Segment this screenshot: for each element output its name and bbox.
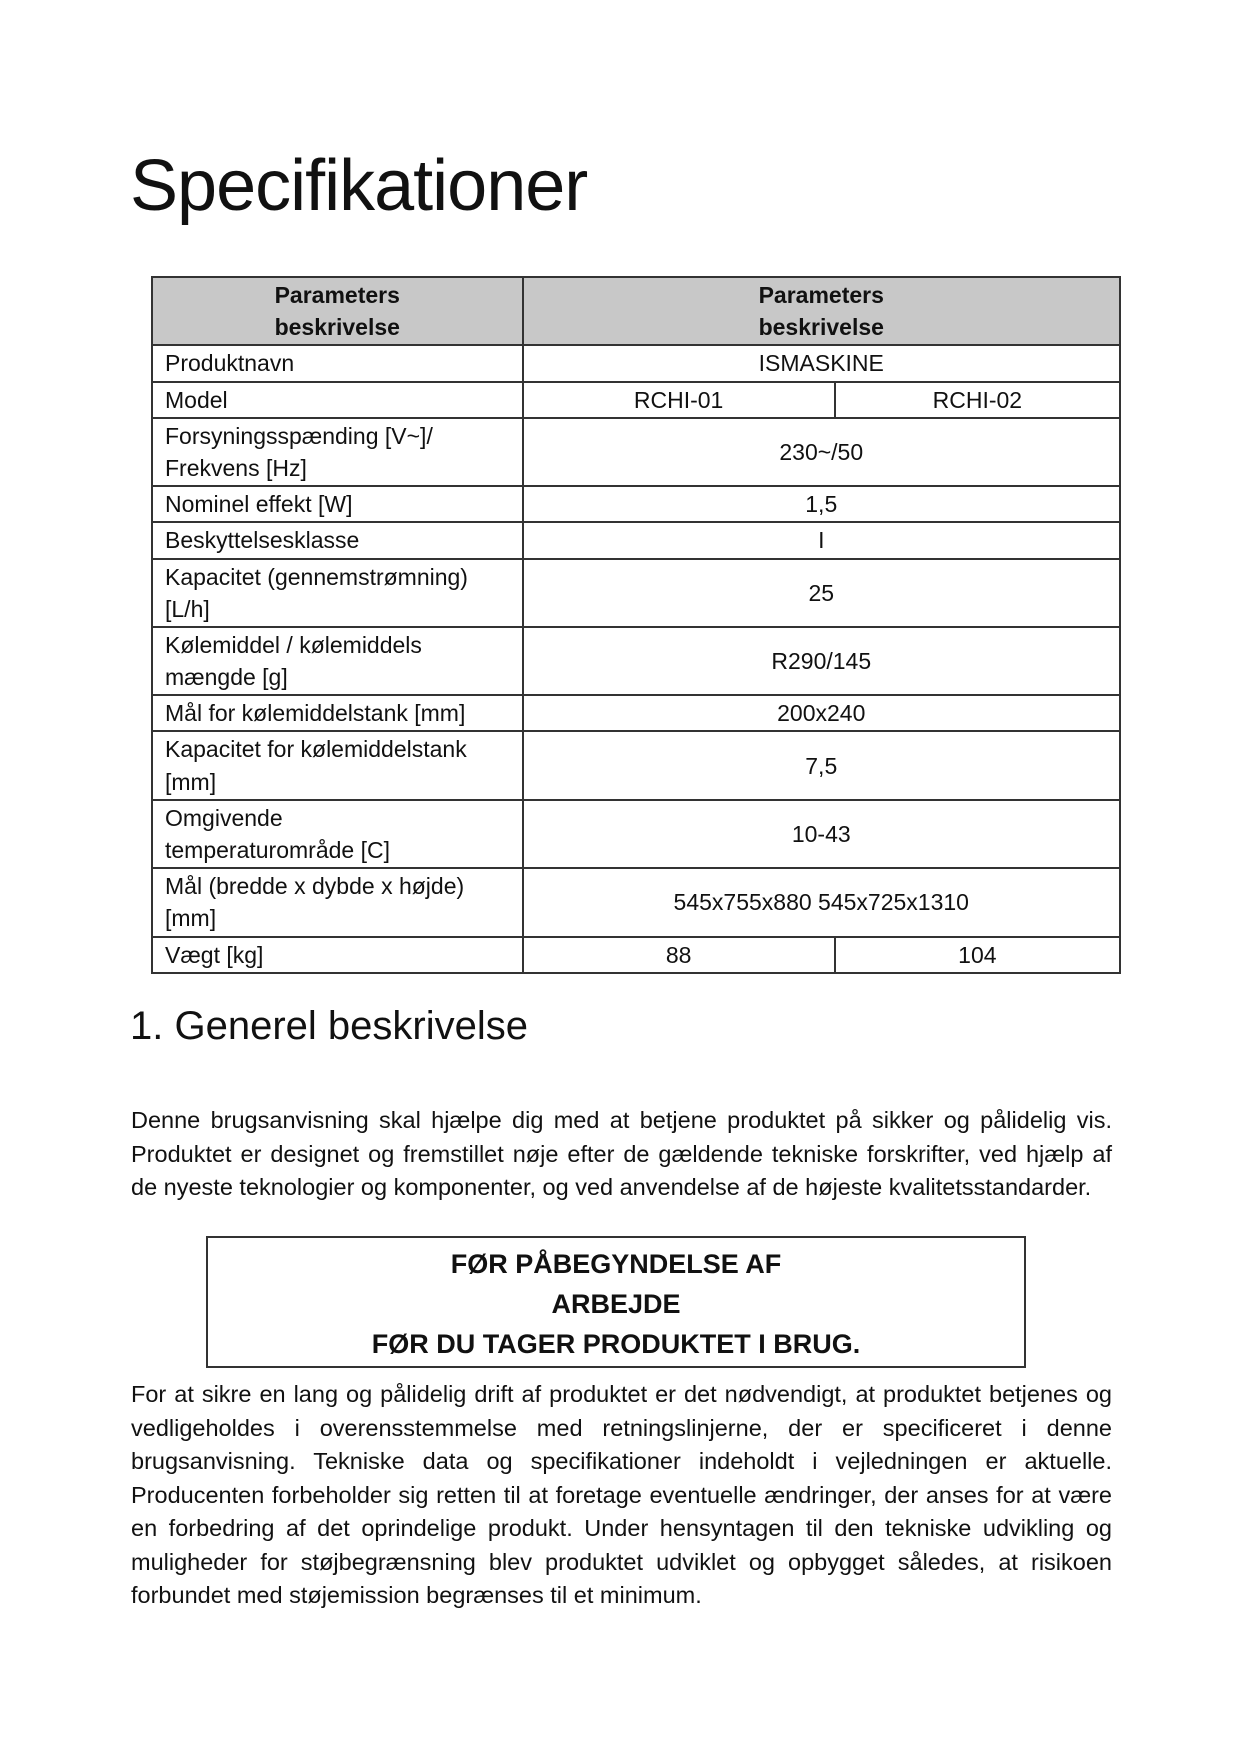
param-line: mængde [g] xyxy=(165,664,288,691)
param-line: Omgivende xyxy=(165,804,283,831)
header-text: Parameters xyxy=(758,282,884,308)
value-cell-model-a: 88 xyxy=(523,937,835,973)
value-cell-model-b: RCHI-02 xyxy=(835,382,1120,418)
notice-line: FØR PÅBEGYNDELSE AF xyxy=(450,1249,782,1279)
value-cell: 1,5 xyxy=(523,486,1120,522)
notice-line: ARBEJDE xyxy=(551,1289,681,1319)
specifications-table xyxy=(151,276,1121,974)
header-cell-parameter xyxy=(152,277,523,345)
param-line: [mm] xyxy=(165,768,217,795)
param-cell xyxy=(152,731,523,799)
param-cell: Nominel effekt [W] xyxy=(152,486,523,522)
param-cell xyxy=(152,627,523,695)
value-cell: 25 xyxy=(523,559,1120,627)
value-cell: I xyxy=(523,522,1120,558)
table-row xyxy=(152,695,1120,731)
param-line: Kapacitet (gennemstrømning) xyxy=(165,563,468,590)
value-cell: 200x240 xyxy=(523,695,1120,731)
header-text: beskrivelse xyxy=(274,314,400,341)
param-line: Frekvens [Hz] xyxy=(165,454,307,481)
param-cell: Model xyxy=(152,382,523,418)
table-header-row xyxy=(152,277,1120,345)
notice-line: FØR DU TAGER PRODUKTET I BRUG. xyxy=(371,1329,861,1359)
value-cell: R290/145 xyxy=(523,627,1120,695)
param-line: Kølemiddel / kølemiddels xyxy=(165,631,422,658)
table-row xyxy=(152,627,1120,695)
param-cell xyxy=(152,868,523,936)
param-line: Forsyningsspænding [V~]/ xyxy=(165,422,433,449)
table-row xyxy=(152,559,1120,627)
table-row xyxy=(152,522,1120,558)
value-cell: 10-43 xyxy=(523,800,1120,868)
intro-paragraph: Denne brugsanvisning skal hjælpe dig med at betjene produktet på sikker og pålidelig vis. Produktet er designet og fremstillet nøje efter de gældende tekniske forskrifter, ved hjælp af de nyeste teknologier og komponenter, og ved anvendelse af de højeste kvalitetsstandarder. xyxy=(131,1107,1112,1200)
value-cell: ISMASKINE xyxy=(523,345,1120,381)
section-heading: 1. Generel beskrivelse xyxy=(130,1004,528,1048)
body-paragraph: For at sikre en lang og pålidelig drift af produktet er det nødvendigt, at produktet betjenes og vedligeholdes i overensstemmelse med retningslinjerne, der er specificeret i denne brugsanvisning. Tekniske data og specifikationer indeholdt i vejledningen er aktuelle. Producenten forbeholder sig retten til at foretage eventuelle ændringer, der anses for at være en forbedring af det oprindelige produkt. Under hensyntagen til den tekniske udvikling og muligheder for støjbegrænsning blev produktet udviklet og opbygget således, at risikoen forbundet med støjemission begrænses til et minimum. xyxy=(131,1381,1112,1608)
value-cell-model-b: 104 xyxy=(835,937,1120,973)
page-title: Specifikationer xyxy=(130,146,588,226)
notice-box xyxy=(206,1236,1026,1368)
param-cell xyxy=(152,800,523,868)
param-cell: Produktnavn xyxy=(152,345,523,381)
table-row xyxy=(152,345,1120,381)
param-cell: Vægt [kg] xyxy=(152,937,523,973)
header-cell-value xyxy=(523,277,1120,345)
param-cell: Mål for kølemiddelstank [mm] xyxy=(152,695,523,731)
table-row xyxy=(152,868,1120,936)
param-line: Mål (bredde x dybde x højde) xyxy=(165,873,465,900)
table-row xyxy=(152,486,1120,522)
value-cell: 230~/50 xyxy=(523,418,1120,486)
header-text: Parameters xyxy=(274,282,400,308)
table-row xyxy=(152,382,1120,418)
param-cell xyxy=(152,418,523,486)
table-row xyxy=(152,731,1120,799)
param-line: [L/h] xyxy=(165,595,210,622)
table-row xyxy=(152,418,1120,486)
table-row xyxy=(152,937,1120,973)
table-row xyxy=(152,800,1120,868)
value-cell: 7,5 xyxy=(523,731,1120,799)
value-cell-model-a: RCHI-01 xyxy=(523,382,835,418)
param-cell xyxy=(152,559,523,627)
param-line: Kapacitet for kølemiddelstank xyxy=(165,736,467,763)
value-cell: 545x755x880 545x725x1310 xyxy=(523,868,1120,936)
header-text: beskrivelse xyxy=(758,314,884,341)
param-cell: Beskyttelsesklasse xyxy=(152,522,523,558)
param-line: [mm] xyxy=(165,905,217,932)
param-line: temperaturområde [C] xyxy=(165,837,390,863)
